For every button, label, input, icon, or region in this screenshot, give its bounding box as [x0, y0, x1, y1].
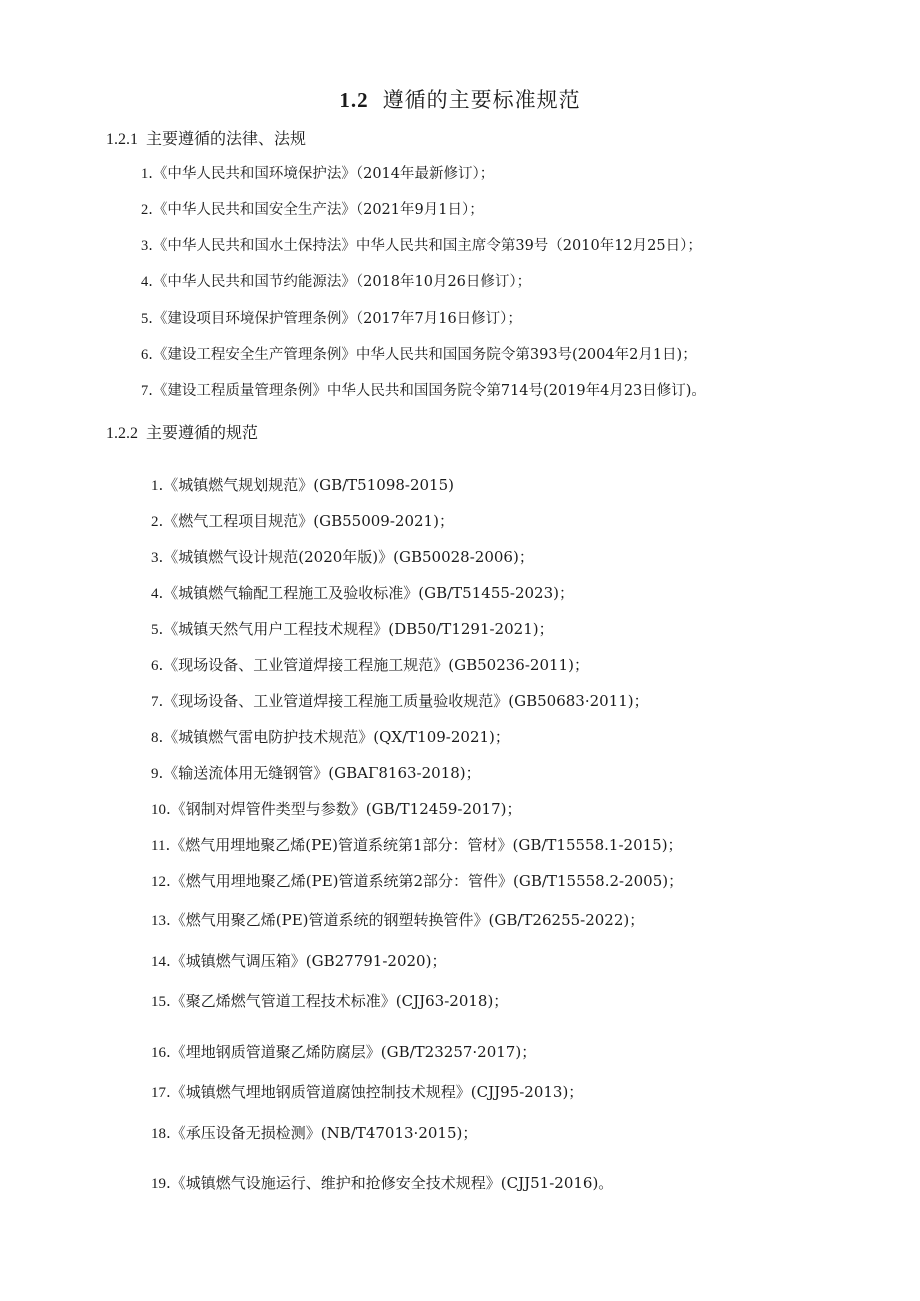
item-text: .《承压设备无损检测》(NB/T47013·2015)；	[166, 1124, 478, 1142]
item-text: .《城镇燃气输配工程施工及验收标准》(GB/T51455-2023)；	[158, 584, 574, 602]
item-number: 4	[141, 274, 149, 290]
item-number: 19	[151, 1176, 166, 1192]
item-text: .《建设项目环境保护管理条例》（2017年7月16日修订）；	[148, 311, 522, 327]
item-number: 14	[151, 954, 166, 970]
page-title	[0, 84, 920, 114]
item-number: 5	[151, 622, 159, 638]
item-text: .《燃气用埋地聚乙烯(PE)管道系统第1部分：管材》(GB/T15558.1-2015)；	[165, 836, 683, 854]
item-text: .《现场设备、工业管道焊接工程施工质量验收规范》(GB50683·2011)；	[158, 692, 649, 710]
list-item	[151, 546, 534, 567]
item-number: 11	[151, 838, 166, 854]
item-text: .《燃气用埋地聚乙烯(PE)管道系统第2部分：管件》(GB/T15558.2-2005)；	[166, 872, 684, 890]
item-text: .《埋地钢质管道聚乙烯防腐层》(GB/T23257·2017)；	[166, 1043, 537, 1061]
list-item	[141, 379, 706, 400]
item-text: .《输送流体用无缝钢管》(GBAΓ8163-2018)；	[158, 764, 481, 782]
list-item	[141, 162, 494, 183]
item-number: 3	[151, 550, 159, 566]
list-item	[151, 474, 454, 495]
list-item	[151, 1122, 477, 1143]
item-text: .《城镇燃气埋地钢质管道腐蚀控制技术规程》(CJJ95-2013)；	[166, 1083, 584, 1101]
list-item	[151, 726, 510, 747]
list-item	[151, 990, 508, 1011]
item-number: 2	[141, 202, 149, 218]
item-number: 9	[151, 766, 159, 782]
item-text: .《聚乙烯燃气管道工程技术标准》(CJJ63-2018)；	[166, 992, 509, 1010]
item-number: 2	[151, 514, 159, 530]
list-item	[151, 1041, 536, 1062]
list-item	[141, 307, 522, 328]
list-item	[141, 270, 531, 291]
item-text: .《城镇燃气设施运行、维护和抢修安全技术规程》(CJJ51-2016)。	[166, 1174, 614, 1192]
section-title: 主要遵循的法律、法规	[146, 129, 307, 148]
item-number: 17	[151, 1085, 166, 1101]
list-item	[151, 690, 649, 711]
item-number: 8	[151, 730, 159, 746]
section-heading-laws	[106, 126, 306, 149]
item-text: .《中华人民共和国环境保护法》（2014年最新修订）；	[148, 166, 495, 182]
item-text: .《燃气用聚乙烯(PE)管道系统的钢塑转换管件》(GB/T26255-2022)；	[166, 911, 645, 929]
list-item	[151, 950, 446, 971]
item-text: .《城镇燃气设计规范(2020年版)》(GB50028-2006)；	[158, 548, 534, 566]
item-number: 1	[151, 478, 159, 494]
item-text: .《中华人民共和国安全生产法》（2021年9月1日）；	[148, 202, 484, 218]
list-item	[151, 1081, 583, 1102]
item-text: .《钢制对焊管件类型与参数》(GB/T12459-2017)；	[166, 800, 522, 818]
list-item	[151, 909, 644, 930]
item-text: .《建设工程质量管理条例》中华人民共和国国务院令第714号(2019年4月23日修订)。	[148, 383, 706, 399]
item-text: .《建设工程安全生产管理条例》中华人民共和国国务院令第393号(2004年2月1日)；	[148, 347, 697, 363]
item-text: .《现场设备、工业管道焊接工程施工规范》(GB50236-2011)；	[158, 656, 589, 674]
item-text: .《中华人民共和国节约能源法》（2018年10月26日修订）；	[148, 274, 532, 290]
item-number: 15	[151, 994, 166, 1010]
list-item	[151, 510, 454, 531]
list-item	[151, 762, 481, 783]
item-number: 3	[141, 238, 149, 254]
item-number: 13	[151, 913, 166, 929]
item-number: 6	[141, 347, 149, 363]
item-text: .《城镇天然气用户工程技术规程》(DB50/T1291-2021)；	[158, 620, 554, 638]
item-number: 5	[141, 311, 149, 327]
item-number: 1	[141, 166, 149, 182]
list-item	[151, 582, 574, 603]
list-item	[151, 1172, 613, 1193]
item-number: 10	[151, 802, 166, 818]
list-item	[141, 234, 702, 255]
list-item	[151, 618, 554, 639]
item-number: 4	[151, 586, 159, 602]
item-number: 7	[141, 383, 149, 399]
list-item	[151, 654, 589, 675]
item-number: 7	[151, 694, 159, 710]
title-text: 遵循的主要标准规范	[382, 88, 581, 112]
list-item	[151, 870, 683, 891]
item-number: 18	[151, 1126, 166, 1142]
item-text: .《城镇燃气调压箱》(GB27791-2020)；	[166, 952, 447, 970]
item-text: .《城镇燃气规划规范》(GB/T51098-2015)	[158, 476, 454, 494]
section-heading-standards	[106, 420, 258, 443]
title-number: 1.2	[339, 88, 369, 112]
item-text: .《城镇燃气雷电防护技术规范》(QX/T109-2021)；	[158, 728, 510, 746]
list-item	[141, 198, 484, 219]
list-item	[151, 798, 522, 819]
item-number: 16	[151, 1045, 166, 1061]
item-number: 6	[151, 658, 159, 674]
section-number: 1.2.1	[106, 131, 138, 148]
list-item	[141, 343, 697, 364]
item-text: .《中华人民共和国水土保持法》中华人民共和国主席令第39号（2010年12月25日）；	[148, 238, 702, 254]
section-title: 主要遵循的规范	[146, 423, 259, 442]
item-text: .《燃气工程项目规范》(GB55009-2021)；	[158, 512, 454, 530]
list-item	[151, 834, 683, 855]
item-number: 12	[151, 874, 166, 890]
section-number: 1.2.2	[106, 425, 138, 442]
